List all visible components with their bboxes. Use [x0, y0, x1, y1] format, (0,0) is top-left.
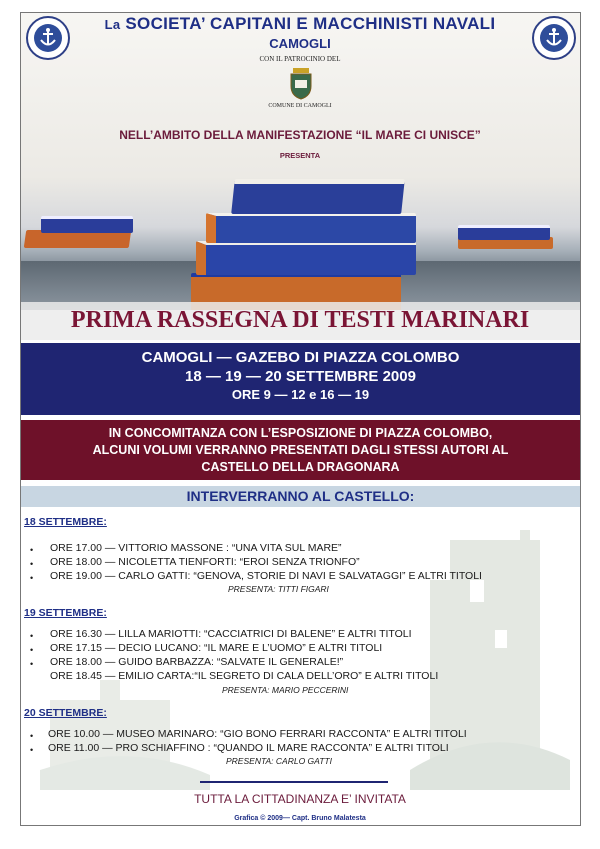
list-item: ORE 17.15 — DECIO LUCANO: “IL MARE E L’UOMO” E ALTRI TITOLI	[50, 642, 383, 654]
organizer-name: SOCIETA’ CAPITANI E MACCHINISTI NAVALI	[125, 14, 496, 33]
interverranno-heading: INTERVERRANNO AL CASTELLO:	[21, 486, 580, 507]
organizer-prefix: La	[104, 17, 121, 32]
day-19-label: 19 SETTEMBRE:	[24, 607, 107, 619]
list-item: ORE 11.00 — PRO SCHIAFFINO : “QUANDO IL MARE RACCONTA” E ALTRI TITOLI	[48, 742, 449, 754]
coat-of-arms-icon	[288, 66, 314, 100]
presenter-day-19: PRESENTA: MARIO PECCERINI	[222, 685, 349, 695]
list-bullet: •	[30, 659, 34, 669]
list-bullet: •	[30, 645, 34, 655]
venue-band	[21, 343, 580, 415]
list-bullet: •	[30, 573, 34, 583]
organizer-city: CAMOGLI	[269, 36, 331, 51]
day-20-label: 20 SETTEMBRE:	[24, 707, 107, 719]
venue-hours: ORE 9 — 12 e 16 — 19	[231, 387, 370, 402]
list-bullet: •	[30, 731, 34, 741]
invitation-text: TUTTA LA CITTADINANZA E’ INVITATA	[194, 792, 406, 806]
organizer-title	[0, 14, 600, 34]
concomitanza-band	[21, 420, 580, 480]
list-bullet: •	[30, 631, 34, 641]
venue-place: CAMOGLI — GAZEBO DI PIAZZA COLOMBO	[141, 349, 460, 366]
day-18-label: 18 SETTEMBRE:	[24, 516, 107, 528]
presenta-label: PRESENTA	[279, 151, 321, 160]
list-item: ORE 18.45 — EMILIO CARTA:“IL SEGRETO DI CALA DELL’ORO” E ALTRI TITOLI	[50, 670, 439, 682]
footer-divider	[200, 781, 388, 783]
list-item: ORE 16.30 — LILLA MARIOTTI: “CACCIATRICI DI BALENE” E ALTRI TITOLI	[50, 628, 412, 640]
list-bullet: •	[30, 745, 34, 755]
patronage-text: CON IL PATROCINIO DEL	[259, 55, 341, 63]
book-stack-center-3	[206, 213, 416, 243]
list-item: ORE 19.00 — CARLO GATTI: “GENOVA, STORIE DI NAVI E SALVATAGGI” E ALTRI TITOLI	[50, 570, 482, 582]
presenter-day-18: PRESENTA: TITTI FIGARI	[228, 584, 329, 594]
presenter-day-20: PRESENTA: CARLO GATTI	[226, 756, 332, 766]
book-stack-left-2	[41, 216, 133, 233]
concomitanza-line-3: CASTELLO DELLA DRAGONARA	[201, 460, 400, 474]
concomitanza-line-1: IN CONCOMITANZA CON L’ESPOSIZIONE DI PIAZZA COLOMBO,	[108, 426, 493, 440]
venue-dates: 18 — 19 — 20 SETTEMBRE 2009	[185, 368, 416, 385]
graphics-credit: Grafica © 2009— Capt. Bruno Malatesta	[234, 815, 366, 822]
book-stack-right-2	[458, 225, 550, 240]
list-item: ORE 18.00 — NICOLETTA TIENFORTI: “EROI SENZA TRIONFO”	[50, 556, 360, 568]
comune-label: COMUNE DI CAMOGLI	[268, 103, 332, 109]
book-stack-center-4	[231, 179, 405, 214]
list-item: ORE 17.00 — VITTORIO MASSONE : “UNA VITA SUL MARE”	[50, 542, 342, 554]
concomitanza-line-2: ALCUNI VOLUMI VERRANNO PRESENTATI DAGLI STESSI AUTORI AL	[92, 443, 509, 457]
main-title: PRIMA RASSEGNA DI TESTI MARINARI	[70, 307, 530, 333]
list-item: ORE 18.00 — GUIDO BARBAZZA: “SALVATE IL GENERALE!”	[50, 656, 344, 668]
event-framework: NELL’AMBITO DELLA MANIFESTAZIONE “IL MARE CI UNISCE”	[119, 128, 481, 142]
book-stack-center-2	[196, 241, 416, 275]
list-bullet: •	[30, 545, 34, 555]
list-item: ORE 10.00 — MUSEO MARINARO: “GIO BONO FERRARI RACCONTA” E ALTRI TITOLI	[48, 728, 467, 740]
list-bullet: •	[30, 559, 34, 569]
